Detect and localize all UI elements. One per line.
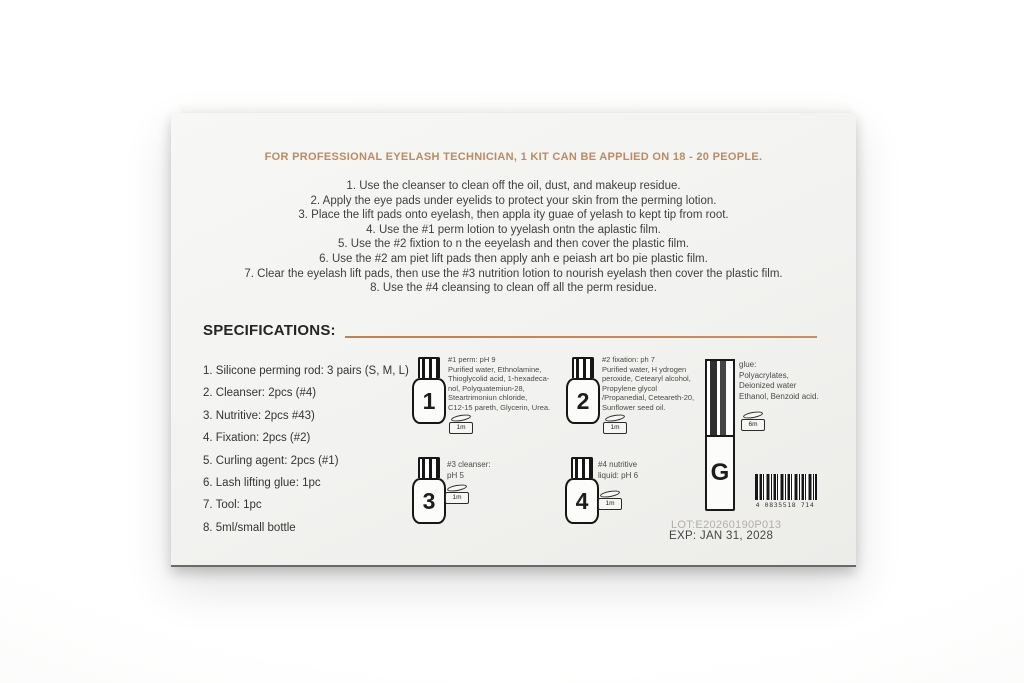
barcode-bars-icon [755, 474, 817, 500]
ingredient-line: peroxide, Cetearyl alcohol, [602, 374, 691, 384]
ingredient-line: nol, Polyquatemiun-28, [448, 383, 525, 393]
spec-item: 4. Fixation: 2pcs (#2) [203, 432, 311, 445]
spec-item: 6. Lash lifting glue: 1pc [203, 476, 321, 489]
instruction-step: 5. Use the #2 fixtion to n the eeyelash and then cover the plastic film. [338, 238, 689, 251]
barcode [755, 474, 815, 509]
glue-jar-icon [741, 412, 767, 431]
ingredient-line: #3 cleanser: [447, 460, 491, 469]
bottle-4-icon [565, 457, 599, 524]
box-back-panel [171, 113, 856, 567]
jar-1-label: 1m [449, 422, 473, 434]
product-2-ingredients [602, 355, 694, 413]
ingredient-line: Purified water, Ethnolamine, [448, 364, 542, 374]
ingredient-line: liquid: pH 6 [598, 471, 639, 480]
panel-header: FOR PROFESSIONAL EYELASH TECHNICIAN, 1 KIT CAN BE APPLIED ON 18 - 20 PEOPLE. [264, 151, 763, 163]
product-1-ingredients [448, 355, 550, 413]
instruction-step: 4. Use the #1 perm lotion to yyelash ontn the aplastic film. [366, 223, 661, 236]
barcode-digits: 4 0835518 714 [755, 501, 815, 509]
specifications-list [203, 360, 409, 539]
product-box [171, 100, 856, 565]
bottle-2-number: 2 [566, 378, 600, 424]
jar-2-label: 1m [603, 422, 627, 434]
spec-item: 5. Curling agent: 2pcs (#1) [203, 454, 339, 467]
bottle-cap-icon [571, 457, 593, 478]
ingredient-line: #2 fixation: ph 7 [602, 355, 655, 364]
ingredient-line: Thioglycolid acid, 1-hexadeca- [448, 374, 550, 384]
spec-item: 7. Tool: 1pc [203, 499, 262, 512]
ingredient-line: Deionized water [739, 381, 797, 391]
specifications-title: SPECIFICATIONS: [203, 322, 336, 339]
ingredient-line: Polyacrylates, [739, 370, 789, 380]
ingredient-line: #1 perm: pH 9 [448, 355, 496, 364]
ingredient-line: Sunflower seed oil. [602, 402, 666, 412]
bottle-3-icon [412, 457, 446, 524]
jar-4-icon [598, 491, 624, 510]
ingredient-line: Propylene glycol [602, 383, 658, 393]
bottle-cap-icon [418, 457, 440, 478]
instruction-step: 6. Use the #2 am piet lift pads then apply anh e peiash art bo pie plastic film. [319, 252, 708, 265]
bottle-3-number: 3 [412, 478, 446, 524]
spec-item: 2. Cleanser: 2pcs (#4) [203, 387, 317, 400]
jar-2-icon [603, 415, 629, 434]
jar-3-icon [445, 485, 471, 504]
ingredient-line: Steartrimoniun chloride, [448, 393, 528, 403]
product-4-label [598, 459, 638, 481]
glue-ingredients [739, 360, 819, 402]
jar-4-label: 1m [598, 498, 622, 510]
instruction-step: 7. Clear the eyelash lift pads, then use the #3 nutrition lotion to nourish eyelash then cover the plastic film. [244, 267, 783, 280]
spec-item: 3. Nutritive: 2pcs #43) [203, 409, 315, 422]
instruction-step: 8. Use the #4 cleansing to clean off all the perm residue. [370, 282, 657, 295]
bottle-cap-icon [418, 357, 440, 378]
spec-item: 1. Silicone perming rod: 3 pairs (S, M, L) [203, 365, 409, 377]
lot-number: LOT:E20260190P013 [671, 519, 782, 531]
expiry-date: EXP: JAN 31, 2028 [669, 530, 774, 542]
glue-jar-label: 6m [741, 419, 765, 431]
glue-tube-letter: G [705, 435, 735, 511]
ingredient-line: Purified water, H ydrogen [602, 364, 687, 374]
specifications-divider [345, 336, 817, 338]
bottle-cap-icon [572, 357, 594, 378]
jar-3-label: 1m [445, 492, 469, 504]
ingredient-line: pH 5 [447, 471, 464, 480]
ingredient-line: glue: [739, 360, 757, 369]
ingredient-line: Ethanol, Benzoid acid. [739, 391, 819, 401]
bottle-1-number: 1 [412, 378, 446, 424]
spec-item: 8. 5ml/small bottle [203, 521, 296, 534]
ingredient-line: /Propanedial, Ceteareth-20, [602, 393, 695, 403]
glue-tube-icon [705, 359, 735, 511]
glue-tube-cap-icon [705, 359, 735, 435]
ingredient-line: #4 nutritive [598, 460, 638, 469]
bottle-1-icon [412, 357, 446, 424]
instruction-step: 2. Apply the eye pads under eyelids to protect your skin from the perming lotion. [310, 194, 717, 207]
product-3-label [447, 459, 491, 481]
instruction-step: 3. Place the lift pads onto eyelash, then appla ity guae of yelash to kept tip from root. [298, 209, 729, 222]
jar-1-icon [449, 415, 475, 434]
bottle-4-number: 4 [565, 478, 599, 524]
instruction-step: 1. Use the cleanser to clean off the oil, dust, and makeup residue. [346, 180, 681, 192]
bottle-2-icon [566, 357, 600, 424]
ingredient-line: C12-15 pareth, Glycerin, Urea. [448, 402, 551, 412]
instructions-list [189, 179, 838, 296]
box-top-face [174, 100, 853, 114]
